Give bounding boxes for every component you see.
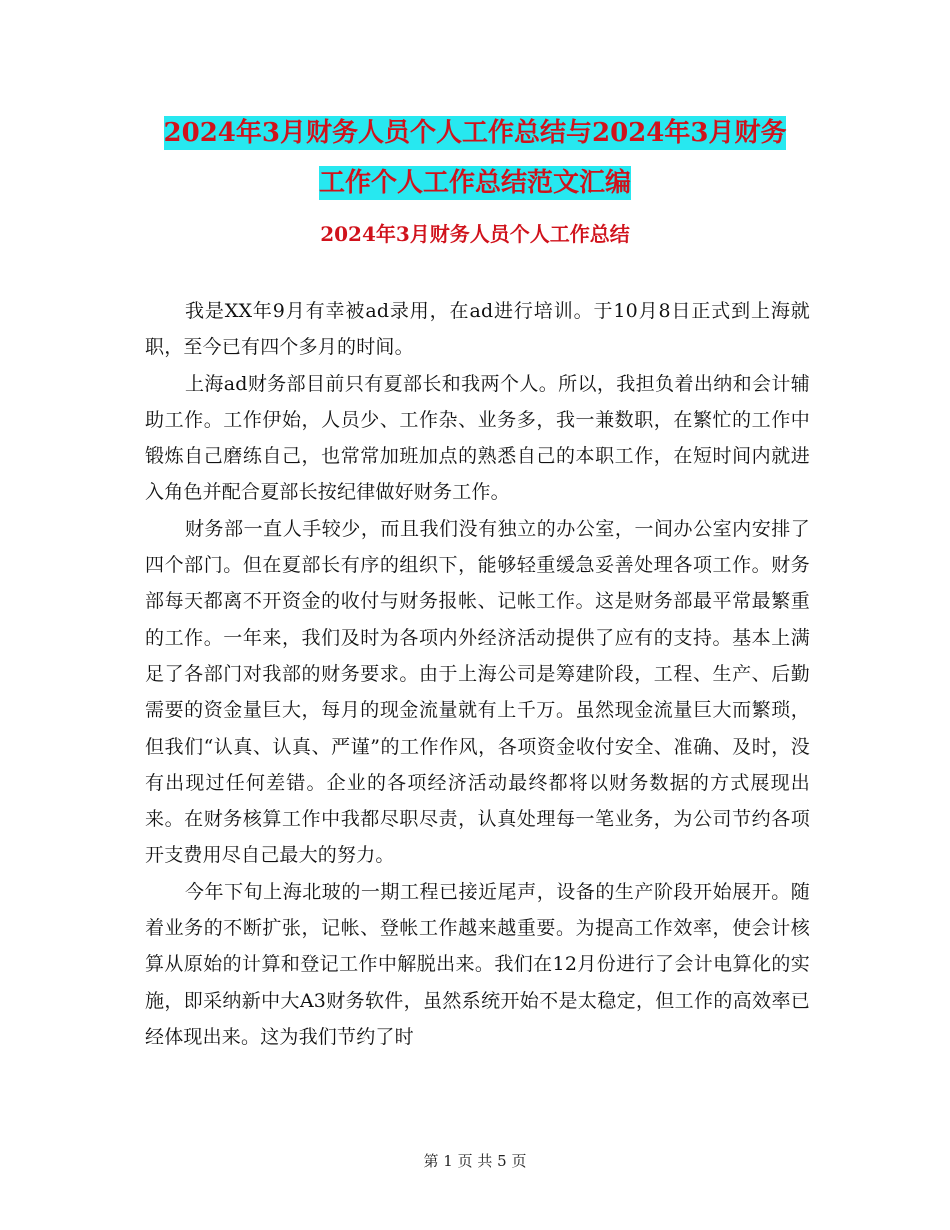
document-body [145, 293, 810, 1055]
document-title-line-2: 工作个人工作总结范文汇编 [318, 168, 631, 198]
page-number-footer: 第 1 页 共 5 页 [423, 1152, 527, 1170]
paragraph-3: 财务部一直人手较少，而且我们没有独立的办公室，一间办公室内安排了四个部门。但在夏部长有序的组织下，能够轻重缓急妥善处理各项工作。财务部每天都离不开资金的收付与财务报帐、记帐工作。这是财务部最平常最繁重的工作。一年来，我们及时为各项内外经济活动提供了应有的支持。基本上满足了各部门对我部的财务要求。由于上海公司是筹建阶段，工程、生产、后勤需要的资金量巨大，每月的现金流量就有上千万。虽然现金流量巨大而繁琐，但我们“认真、认真、严谨”的工作作风，各项资金收付安全、准确、及时，没有出现过任何差错。企业的各项经济活动最终都将以财务数据的方式展现出来。在财务核算工作中我都尽职尽责，认真处理每一笔业务，为公司节约各项开支费用尽自己最大的努力。 [145, 517, 810, 867]
document-title [130, 108, 820, 208]
paragraph-4: 今年下旬上海北玻的一期工程已接近尾声，设备的生产阶段开始展开。随着业务的不断扩张，记帐、登帐工作越来越重要。为提高工作效率，使会计核算从原始的计算和登记工作中解脱出来。我们在12月份进行了会计电算化的实施，即采纳新中大A3财务软件，虽然系统开始不是太稳定，但工作的高效率已经体现出来。这为我们节约了时 [145, 880, 810, 1048]
paragraph-1: 我是XX年9月有幸被ad录用，在ad进行培训。于10月8日正式到上海就职，至今已有四个多月的时间。 [145, 300, 810, 359]
paragraph-2: 上海ad财务部目前只有夏部长和我两个人。所以，我担负着出纳和会计辅助工作。工作伊始，人员少、工作杂、业务多，我一兼数职，在繁忙的工作中锻炼自己磨练自己，也常常加班加点的熟悉自己的本职工作，在短时间内就进入角色并配合夏部长按纪律做好财务工作。 [145, 372, 810, 504]
document-title-line-1: 2024年3月财务人员个人工作总结与2024年3月财务 [163, 118, 787, 148]
section-title: 2024年3月财务人员个人工作总结 [320, 222, 630, 246]
